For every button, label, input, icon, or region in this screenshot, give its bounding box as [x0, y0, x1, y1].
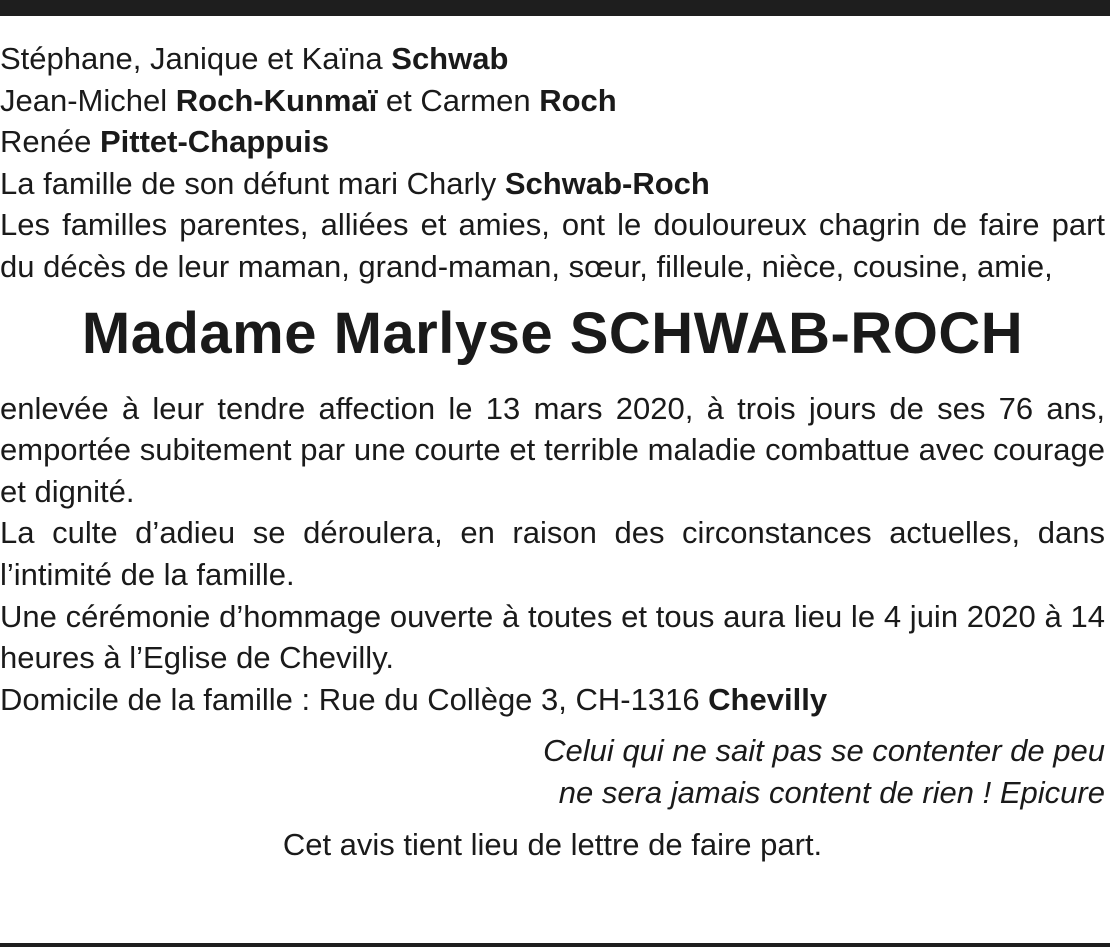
family-first-name: et Carmen [377, 82, 540, 118]
top-rule [0, 0, 1110, 16]
bottom-rule [0, 943, 1110, 947]
ceremony-paragraph: Une cérémonie d’hommage ouverte à toutes et tous aura lieu le 4 juin 2020 à 14 heures à l’Eglise de Chevilly. [0, 598, 1105, 676]
family-first-names: Stéphane, Janique et Kaïna [0, 41, 392, 76]
family-text: La famille de son défunt mari Charly [0, 165, 505, 201]
domicile-town: Chevilly [708, 681, 828, 717]
family-line-late-husband [0, 163, 1105, 205]
domicile-line [0, 679, 1105, 721]
epitaph-quote [0, 730, 1105, 813]
obituary-notice [0, 38, 1105, 865]
family-surname: Roch [539, 82, 617, 118]
family-first-name: Jean-Michel [0, 82, 176, 118]
deceased-name: Madame Marlyse SCHWAB-ROCH [81, 300, 1024, 366]
funeral-paragraph: La culte d’adieu se déroulera, en raison des circonstances actuelles, dans l’intimité de la famille. [0, 515, 1105, 592]
family-first-name: Renée [0, 124, 100, 160]
quote-line: ne sera jamais content de rien ! Epicure [558, 774, 1105, 810]
family-line-pittet [0, 121, 1105, 163]
death-details-paragraph: enlevée à leur tendre affection le 13 mars 2020, à trois jours de ses 76 ans, emportée subitement par une courte et terrible maladie combattue avec courage et dignité. [0, 390, 1105, 509]
family-line-schwab [0, 38, 1105, 80]
family-surname: Schwab [391, 41, 509, 76]
family-surname: Roch-Kunmaï [175, 82, 378, 118]
domicile-address: Domicile de la famille : Rue du Collège 3, CH-1316 [0, 681, 709, 717]
closing-notice: Cet avis tient lieu de lettre de faire part. [282, 826, 823, 862]
quote-line: Celui qui ne sait pas se contenter de peu [543, 733, 1105, 769]
announcement-paragraph: Les familles parentes, alliées et amies, ont le douloureux chagrin de faire part du décès de leur maman, grand-maman, sœur, filleule, nièce, cousine, amie, [0, 207, 1105, 284]
family-surname: Pittet-Chappuis [99, 124, 330, 160]
family-surname: Schwab-Roch [504, 165, 710, 201]
family-line-roch [0, 80, 1105, 122]
